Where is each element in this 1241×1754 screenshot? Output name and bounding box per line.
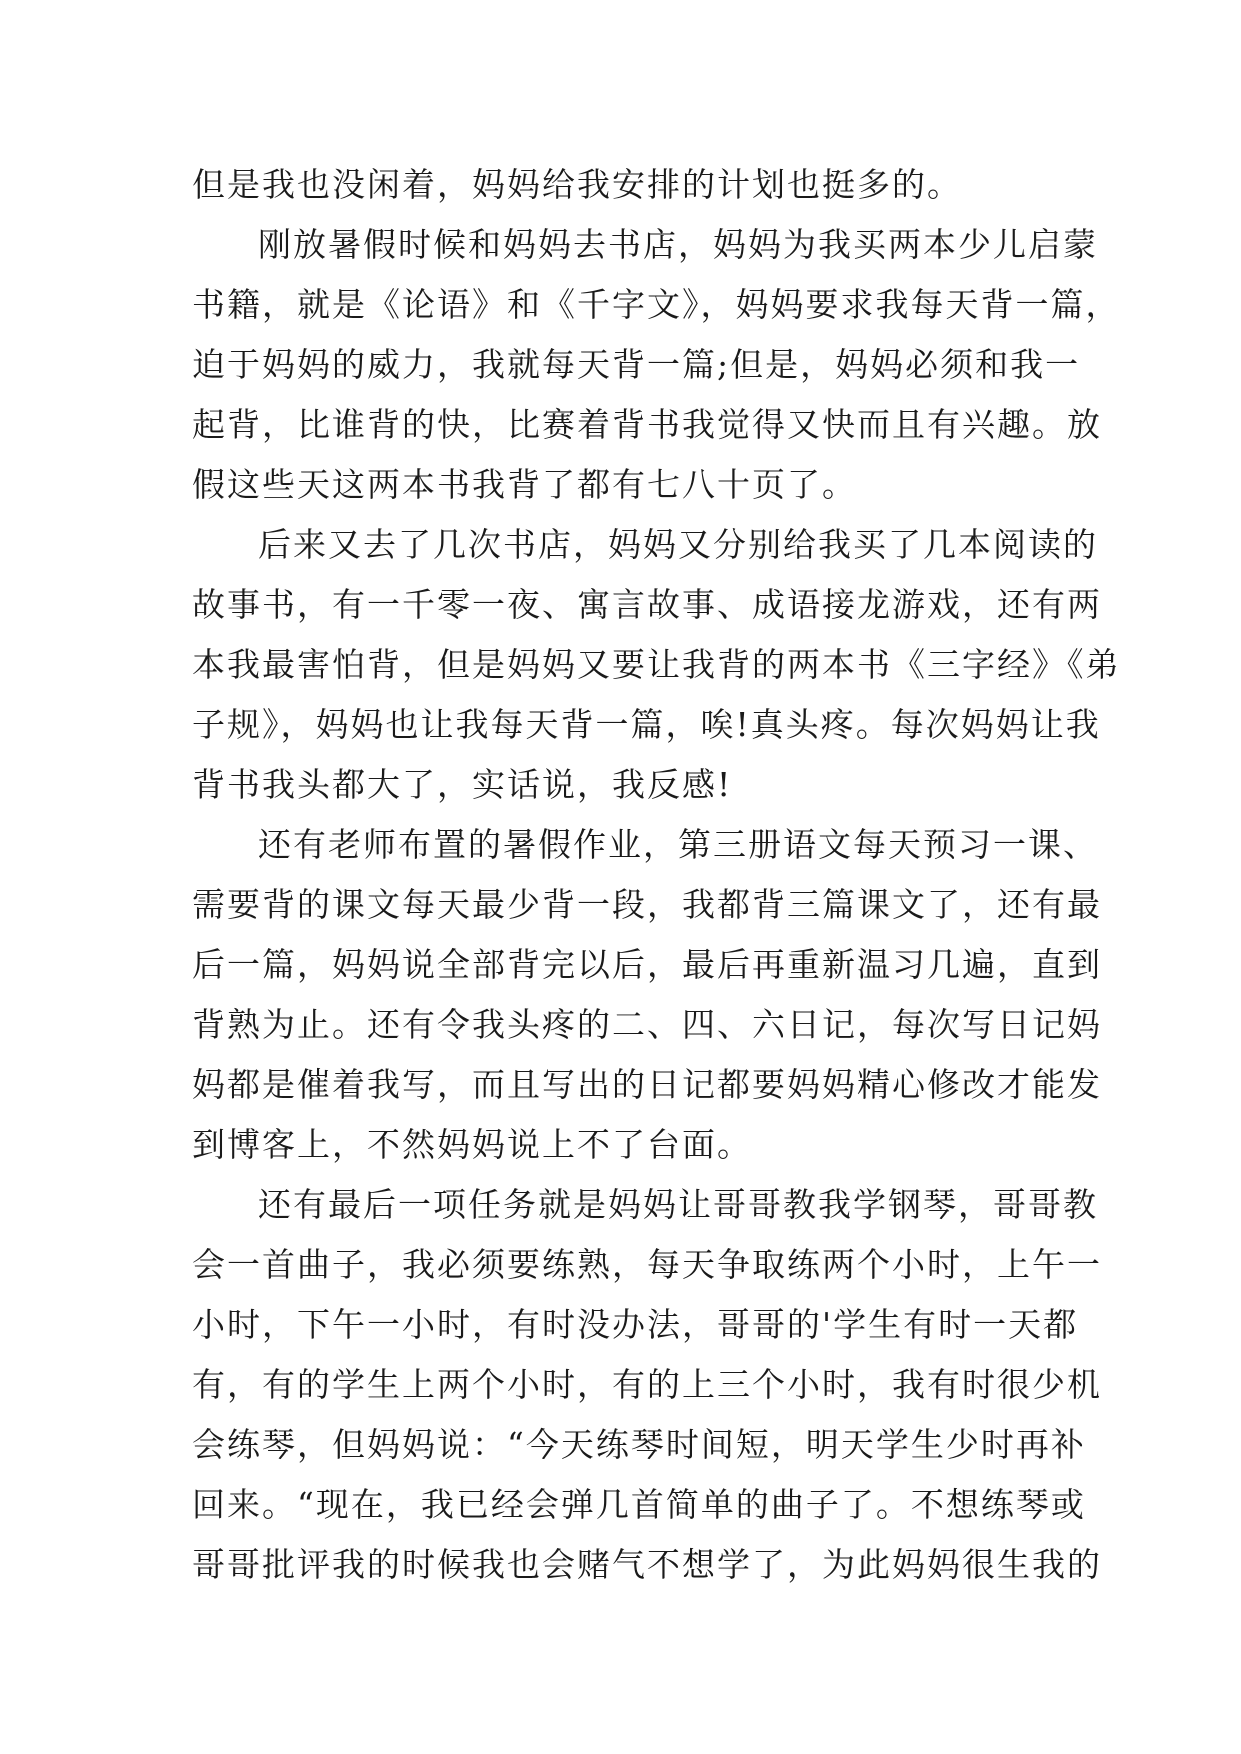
- text-line: 刚放暑假时候和妈妈去书店，妈妈为我买两本少儿启蒙: [258, 225, 1098, 264]
- text-line: 小时，下午一小时，有时没办法，哥哥的'学生有时一天都: [192, 1305, 1079, 1344]
- text-line: 有，有的学生上两个小时，有的上三个小时，我有时很少机: [192, 1365, 1102, 1404]
- text-line: 妈都是催着我写，而且写出的日记都要妈妈精心修改才能发: [192, 1065, 1102, 1104]
- text-line: 起背，比谁背的快，比赛着背书我觉得又快而且有兴趣。放: [192, 405, 1102, 444]
- text-line: 但是我也没闲着，妈妈给我安排的计划也挺多的。: [192, 165, 962, 204]
- text-line: 还有最后一项任务就是妈妈让哥哥教我学钢琴，哥哥教: [258, 1185, 1098, 1224]
- text-line: 假这些天这两本书我背了都有七八十页了。: [192, 465, 857, 504]
- text-line: 背熟为止。还有令我头疼的二、四、六日记，每次写日记妈: [192, 1005, 1102, 1044]
- text-line: 书籍，就是《论语》和《千字文》，妈妈要求我每天背一篇，: [192, 285, 1121, 324]
- text-line: 子规》，妈妈也让我每天背一篇，唉!真头疼。每次妈妈让我: [192, 705, 1101, 744]
- text-line: 需要背的课文每天最少背一段，我都背三篇课文了，还有最: [192, 885, 1102, 924]
- text-line: 迫于妈妈的威力，我就每天背一篇;但是，妈妈必须和我一: [192, 345, 1081, 384]
- text-line: 后来又去了几次书店，妈妈又分别给我买了几本阅读的: [258, 525, 1098, 564]
- text-line: 还有老师布置的暑假作业，第三册语文每天预习一课、: [258, 825, 1098, 864]
- text-line: 会练琴，但妈妈说：“今天练琴时间短，明天学生少时再补: [192, 1425, 1086, 1464]
- text-line: 哥哥批评我的时候我也会赌气不想学了，为此妈妈很生我的: [192, 1545, 1102, 1584]
- text-line: 回来。“现在，我已经会弹几首简单的曲子了。不想练琴或: [192, 1485, 1086, 1524]
- body-text: [192, 155, 1121, 1595]
- text-line: 背书我头都大了，实话说，我反感!: [192, 765, 733, 804]
- text-line: 后一篇，妈妈说全部背完以后，最后再重新温习几遍，直到: [192, 945, 1102, 984]
- text-line: 会一首曲子，我必须要练熟，每天争取练两个小时，上午一: [192, 1245, 1102, 1284]
- text-line: 到博客上，不然妈妈说上不了台面。: [192, 1125, 752, 1164]
- text-line: 本我最害怕背，但是妈妈又要让我背的两本书《三字经》《弟: [192, 645, 1121, 684]
- text-line: 故事书，有一千零一夜、寓言故事、成语接龙游戏，还有两: [192, 585, 1102, 624]
